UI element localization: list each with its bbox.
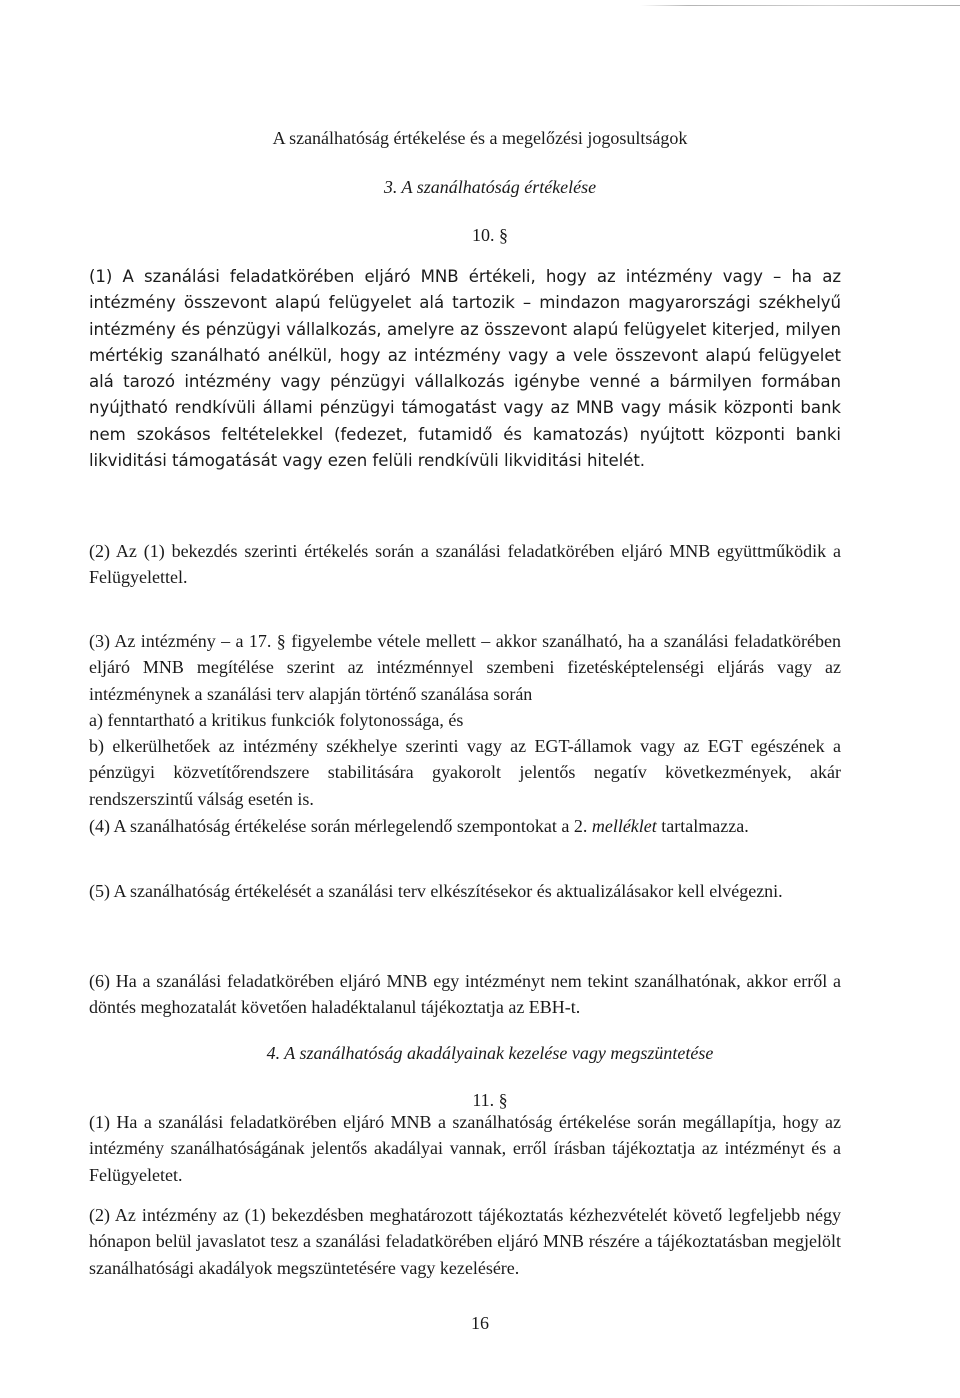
para-11-subsection-1 xyxy=(89,1109,841,1188)
para-10-2-text: (2) Az (1) bekezdés szerinti értékelés során a szanálási feladatkörében eljáró MNB együttműködik a Felügyelettel. xyxy=(89,541,841,588)
para-10-4-text xyxy=(89,813,841,839)
paragraph-10-label: 10. § xyxy=(472,225,508,245)
para-10-subsection-5 xyxy=(89,878,841,904)
para-11-1-text: (1) Ha a szanálási feladatkörében eljáró MNB a szanálhatóság értékelése során megállapítja, hogy az intézmény szanálhatóságának jelentős akadályai vannak, erről írásban tájékoztatja az intézményt és a Felügyeletet. xyxy=(89,1112,841,1185)
scan-artifact-line xyxy=(640,5,960,6)
para-10-subsection-2 xyxy=(89,538,841,591)
paragraph-11-label: 11. § xyxy=(472,1090,508,1110)
para-10-4-pre: (4) A szanálhatóság értékelése során mérlegelendő szempontokat a 2. xyxy=(89,816,588,836)
para-11-2-text: (2) Az intézmény az (1) bekezdésben meghatározott tájékoztatás kézhezvételét követő legfeljebb négy hónapon belül javaslatot tesz a szanálási feladatkörében eljáró MNB részére a tájékoztatásban megjelölt szanálhatósági akadályok megszüntetésére vagy kezelésére. xyxy=(89,1205,841,1278)
para-10-subsection-4 xyxy=(89,813,841,839)
para-10-1-text: (1) A szanálási feladatkörében eljáró MNB értékeli, hogy az intézmény vagy – ha az intézmény összevont alapú felügyelet alá tartozik – mindazon magyarországi székhelyű intézmény és pénzügyi vállalkozás, amelyre az összevont alapú felügyelet kiterjed, milyen mértékig szanálható anélkül, hogy az intézmény vagy a vele összevont alapú felügyelet alá tarozó intézmény vagy pénzügyi vállalkozás igénybe venné a bármilyen formában nyújtható rendkívüli állami pénzügyi támogatást vagy az MNB vagy másik központi bank nem szokásos feltételekkel (fedezet, futamidő és kamatozás) nyújtott központi banki likviditási támogatását vagy ezen felüli rendkívüli likviditási hitelét. xyxy=(89,267,841,471)
page-number: 16 xyxy=(471,1313,489,1333)
para-10-subsection-1 xyxy=(89,264,841,474)
para-10-subsection-3 xyxy=(89,628,841,812)
section-4-title: 4. A szanálhatóság akadályainak kezelése vagy megszüntetése xyxy=(266,1043,714,1063)
para-10-5-text: (5) A szanálhatóság értékelését a szanálási terv elkészítésekor és aktualizálásakor kell elvégezni. xyxy=(89,881,783,901)
annex-reference: melléklet xyxy=(591,816,657,836)
section-3-title: 3. A szanálhatóság értékelése xyxy=(383,177,597,197)
chapter-title: A szanálhatóság értékelése és a megelőzési jogosultságok xyxy=(272,128,688,148)
para-10-3-point-a: a) fenntartható a kritikus funkciók folytonossága, és xyxy=(89,709,464,730)
para-10-3-point-b: b) elkerülhetőek az intézmény székhelye szerinti vagy az EGT-államok vagy az EGT egészének a pénzügyi közvetítőrendszere stabilitására gyakorolt jelentős negatív következmények, akár rendszerszintű válság esetén is. xyxy=(89,736,841,809)
para-11-subsection-2 xyxy=(89,1202,841,1281)
para-10-4-post: tartalmazza. xyxy=(661,816,749,836)
para-10-3-intro: (3) Az intézmény – a 17. § figyelembe vétele mellett – akkor szanálható, ha a szanálási feladatkörében eljáró MNB megítélése szerint az intézménnyel szembeni fizetésképtelenségi eljárás vagy az intézménynek a szanálási terv alapján történő szanálása során xyxy=(89,631,841,704)
para-10-subsection-6 xyxy=(89,968,841,1021)
para-10-6-text: (6) Ha a szanálási feladatkörében eljáró MNB egy intézményt nem tekint szanálhatónak, akkor erről a döntés meghozatalát követően haladéktalanul tájékoztatja az EBH-t. xyxy=(89,971,841,1018)
